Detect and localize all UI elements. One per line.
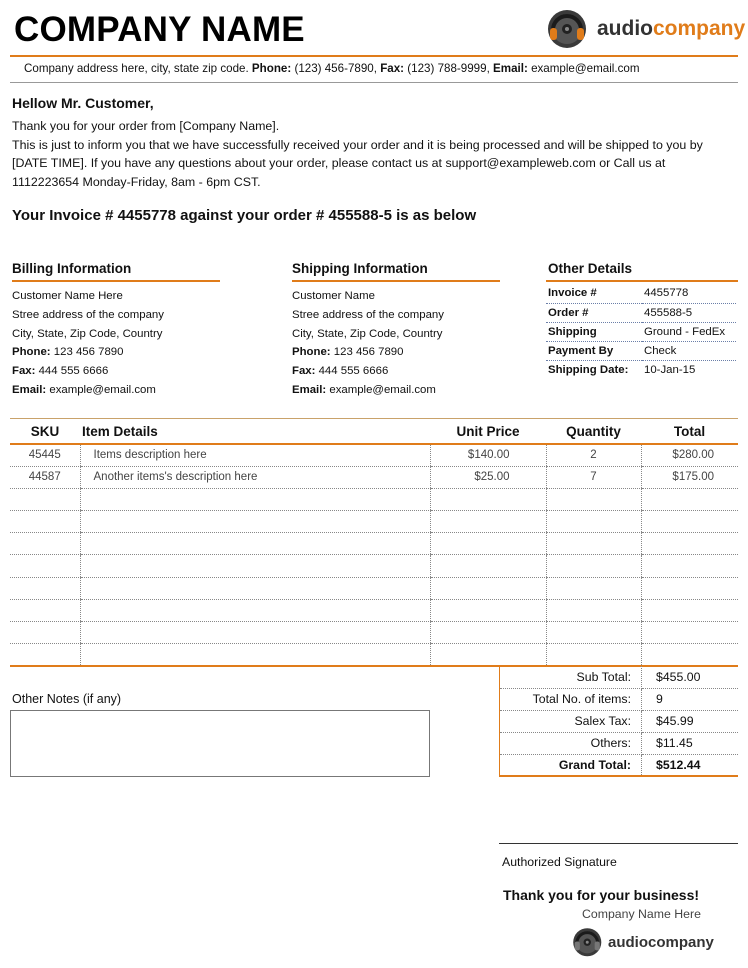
- totals-value: $11.45: [642, 732, 739, 754]
- billing-email-value: example@email.com: [49, 383, 156, 396]
- company-name: COMPANY NAME: [14, 10, 305, 49]
- thank-you-message: Thank you for your business!: [503, 887, 700, 903]
- shipping-phone-value: 123 456 7890: [333, 346, 404, 359]
- billing-title: Billing Information: [12, 261, 220, 282]
- cell-total: [641, 488, 738, 510]
- shipping-fax-label: Fax:: [292, 365, 316, 378]
- cell-unit-price: [430, 644, 546, 666]
- table-row: [10, 466, 738, 488]
- address-text: Company address here, city, state zip code.: [24, 62, 249, 75]
- cell-quantity: 2: [546, 444, 641, 466]
- billing-name: Customer Name Here: [12, 290, 123, 302]
- totals-row-subtotal: [500, 666, 739, 688]
- billing-phone-value: 123 456 7890: [53, 346, 124, 359]
- totals-value: $45.99: [642, 710, 739, 732]
- cell-details: [80, 622, 430, 644]
- shipping-fax: [292, 362, 500, 381]
- fax-value: (123) 788-9999,: [407, 62, 490, 75]
- shipping-fax-value: 444 555 6666: [318, 365, 389, 378]
- cell-total: [641, 599, 738, 621]
- phone-label: Phone:: [251, 62, 292, 75]
- totals-row-others: [500, 732, 739, 754]
- header-quantity: Quantity: [546, 420, 641, 444]
- cell-quantity: [546, 488, 641, 510]
- footer-logo-text: [608, 934, 714, 951]
- detail-value: 455588-5: [642, 303, 736, 322]
- shipping-information: [292, 261, 500, 400]
- cell-sku: 44587: [10, 466, 80, 488]
- logo-text-audio: audio: [608, 934, 648, 951]
- detail-row-payment: [546, 341, 736, 360]
- table-row: [10, 488, 738, 510]
- cell-unit-price: [430, 511, 546, 533]
- cell-sku: [10, 555, 80, 577]
- items-header-row: [10, 420, 738, 444]
- shipping-address: Stree address of the company: [292, 308, 444, 321]
- cell-details: [80, 488, 430, 510]
- items-table: [10, 420, 738, 667]
- email-label: Email:: [493, 62, 528, 75]
- cell-quantity: [546, 644, 641, 666]
- totals-row-tax: [500, 710, 739, 732]
- cell-details: Another items's description here: [80, 466, 430, 488]
- billing-address: Stree address of the company: [12, 308, 164, 321]
- detail-label: Invoice #: [546, 284, 642, 303]
- cell-quantity: [546, 533, 641, 555]
- invoice-summary-heading: Your Invoice # 4455778 against your order # 455588-5 is as below: [12, 207, 477, 224]
- cell-quantity: [546, 599, 641, 621]
- cell-quantity: [546, 577, 641, 599]
- detail-label: Shipping Date:: [548, 363, 629, 376]
- billing-fax: [12, 362, 220, 381]
- email-value: example@email.com: [531, 62, 640, 75]
- notes-label: Other Notes (if any): [12, 692, 122, 706]
- billing-phone: [12, 343, 220, 362]
- totals-value: 9: [642, 688, 739, 710]
- cell-total: $280.00: [641, 444, 738, 466]
- logo-text-company: company: [648, 934, 714, 951]
- logo-text: [597, 17, 745, 41]
- cell-unit-price: [430, 622, 546, 644]
- shipping-email: [292, 381, 500, 400]
- intro-line-1: Thank you for your order from [Company Name].: [12, 119, 280, 133]
- table-row: [10, 533, 738, 555]
- cell-sku: 45445: [10, 444, 80, 466]
- table-row: [10, 599, 738, 621]
- detail-value: Ground - FedEx: [642, 322, 736, 341]
- cell-unit-price: [430, 577, 546, 599]
- cell-details: [80, 511, 430, 533]
- cell-details: [80, 533, 430, 555]
- cell-details: Items description here: [80, 444, 430, 466]
- totals-row-grand-total: [500, 754, 739, 776]
- cell-sku: [10, 577, 80, 599]
- table-row: [10, 555, 738, 577]
- footer-company-name: Company Name Here: [582, 907, 701, 921]
- header-total: Total: [641, 420, 738, 444]
- cell-total: $175.00: [641, 466, 738, 488]
- detail-label: Shipping: [546, 322, 642, 341]
- cell-unit-price: $25.00: [430, 466, 546, 488]
- shipping-phone-label: Phone:: [292, 346, 331, 359]
- cell-sku: [10, 533, 80, 555]
- totals-value: $512.44: [656, 757, 701, 772]
- table-row: [10, 644, 738, 666]
- fax-label: Fax:: [380, 62, 405, 75]
- cell-total: [641, 644, 738, 666]
- headphones-disc-logo-icon: [571, 925, 605, 958]
- cell-unit-price: $140.00: [430, 444, 546, 466]
- shipping-title: Shipping Information: [292, 261, 500, 282]
- phone-value: (123) 456-7890,: [294, 62, 377, 75]
- detail-value: 10-Jan-15: [644, 363, 696, 376]
- cell-sku: [10, 511, 80, 533]
- cell-unit-price: [430, 488, 546, 510]
- company-address-line: [24, 62, 639, 75]
- other-details: [546, 261, 738, 379]
- address-divider: [10, 82, 738, 83]
- cell-sku: [10, 599, 80, 621]
- header-sku: SKU: [10, 420, 80, 444]
- shipping-city: City, State, Zip Code, Country: [292, 327, 443, 340]
- detail-label: Payment By: [546, 341, 642, 360]
- header-divider: [10, 55, 738, 57]
- cell-quantity: [546, 555, 641, 577]
- signature-label: Authorized Signature: [502, 855, 617, 869]
- cell-details: [80, 644, 430, 666]
- cell-quantity: [546, 511, 641, 533]
- totals-label: Salex Tax:: [500, 710, 642, 732]
- table-row: [10, 622, 738, 644]
- headphones-disc-logo-icon: [545, 6, 591, 50]
- cell-sku: [10, 644, 80, 666]
- cell-total: [641, 533, 738, 555]
- cell-total: [641, 577, 738, 599]
- table-row: [10, 444, 738, 466]
- header-logo: [545, 6, 745, 50]
- cell-details: [80, 577, 430, 599]
- cell-quantity: 7: [546, 466, 641, 488]
- intro-message: [12, 117, 732, 191]
- signature-line: [499, 843, 738, 844]
- shipping-name: Customer Name: [292, 290, 375, 302]
- header-unit-price: Unit Price: [430, 420, 546, 444]
- header-item-details: Item Details: [80, 420, 430, 444]
- totals-row-item-count: [500, 688, 739, 710]
- footer-logo: [571, 925, 714, 958]
- cell-sku: [10, 488, 80, 510]
- table-row: [10, 511, 738, 533]
- billing-information: [12, 261, 220, 400]
- logo-text-audio: audio: [597, 17, 653, 40]
- billing-fax-label: Fax:: [12, 365, 36, 378]
- notes-box[interactable]: [10, 710, 430, 777]
- billing-email: [12, 381, 220, 400]
- shipping-phone: [292, 343, 500, 362]
- detail-value: 4455778: [642, 284, 736, 303]
- cell-details: [80, 555, 430, 577]
- other-details-table: [546, 284, 736, 379]
- totals-table: [499, 666, 738, 777]
- shipping-email-value: example@email.com: [329, 383, 436, 396]
- billing-phone-label: Phone:: [12, 346, 51, 359]
- cell-unit-price: [430, 599, 546, 621]
- shipping-email-label: Email:: [292, 383, 327, 396]
- cell-details: [80, 599, 430, 621]
- detail-label: Order #: [546, 303, 642, 322]
- totals-label: Total No. of items:: [500, 688, 642, 710]
- detail-value: Check: [642, 341, 736, 360]
- items-top-divider: [10, 418, 738, 419]
- cell-sku: [10, 622, 80, 644]
- totals-label: Others:: [500, 732, 642, 754]
- table-row: [10, 577, 738, 599]
- detail-row-order: [546, 303, 736, 322]
- intro-line-2: This is just to inform you that we have successfully received your order and it is being processed and will be shipped to you by [DATE TIME]. If you have any questions about your order, please contact us at support@exampleweb.com or Call us at 1112223654 Monday-Friday, 8am - 6pm CST.: [12, 137, 703, 189]
- detail-row-shipping: [546, 322, 736, 341]
- billing-email-label: Email:: [12, 383, 47, 396]
- billing-city: City, State, Zip Code, Country: [12, 327, 163, 340]
- totals-label: Sub Total:: [500, 666, 642, 688]
- logo-text-company: company: [653, 17, 746, 40]
- detail-row-invoice: [546, 284, 736, 303]
- cell-quantity: [546, 622, 641, 644]
- greeting: Hellow Mr. Customer,: [12, 95, 154, 111]
- cell-total: [641, 555, 738, 577]
- billing-fax-value: 444 555 6666: [38, 365, 109, 378]
- detail-row-shipping-date: [546, 360, 736, 379]
- other-details-title: Other Details: [546, 261, 738, 282]
- cell-unit-price: [430, 533, 546, 555]
- totals-label: Grand Total:: [500, 754, 642, 776]
- totals-value: $455.00: [642, 666, 739, 688]
- cell-total: [641, 622, 738, 644]
- cell-total: [641, 511, 738, 533]
- cell-unit-price: [430, 555, 546, 577]
